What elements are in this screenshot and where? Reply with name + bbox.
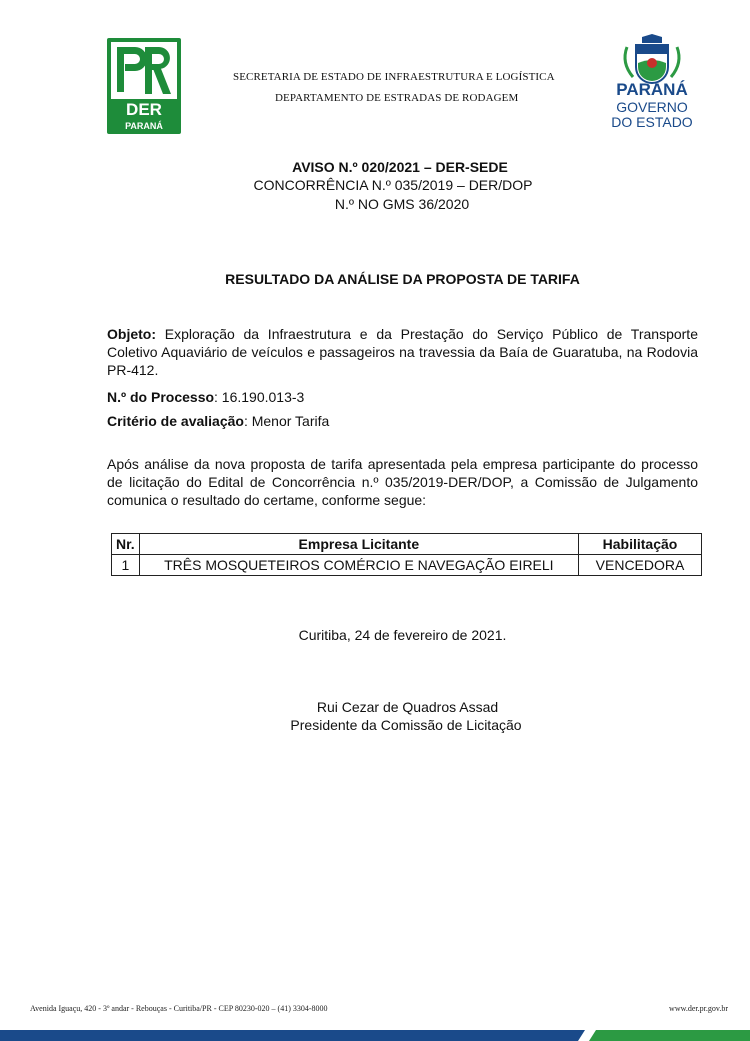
svg-text:PARANÁ: PARANÁ (616, 80, 688, 99)
objeto-paragraph (107, 325, 698, 379)
col-header-empresa: Empresa Licitante (139, 534, 578, 555)
objeto-text: Exploração da Infraestrutura e da Prestação do Serviço Público de Transporte Coletivo Aquaviário de veículos e passageiros na travessia da Baía de Guaratuba, na Rodovia PR-412. (107, 326, 698, 378)
gms-subtitle: N.º NO GMS 36/2020 (334, 196, 470, 212)
processo-value: : 16.190.013-3 (214, 389, 305, 405)
concorrencia-subtitle: CONCORRÊNCIA N.º 035/2019 – DER/DOP (253, 177, 533, 193)
processo-label: N.º do Processo (107, 389, 215, 405)
footer-address: Avenida Iguaçu, 420 - 3º andar - Rebouças - Curitiba/PR - CEP 80230-020 – (41) 3304-8000 (30, 1004, 328, 1013)
criterio-line (107, 412, 698, 430)
objeto-label: Objeto: (107, 326, 156, 342)
cell-empresa: TRÊS MOSQUETEIROS COMÉRCIO E NAVEGAÇÃO EIRELI (139, 555, 578, 576)
header-secretaria: SECRETARIA DE ESTADO DE INFRAESTRUTURA E LOGÍSTICA (233, 71, 555, 83)
cell-nr: 1 (112, 555, 140, 576)
signer-role: Presidente da Comissão de Licitação (290, 717, 522, 733)
svg-text:GOVERNO: GOVERNO (616, 99, 688, 115)
svg-text:DER: DER (126, 100, 162, 119)
resultado-heading: RESULTADO DA ANÁLISE DA PROPOSTA DE TARIFA (225, 271, 580, 287)
aviso-title: AVISO N.º 020/2021 – DER-SEDE (292, 159, 508, 175)
col-header-habilitacao: Habilitação (579, 534, 702, 555)
table-header-row (112, 534, 702, 555)
footer-website[interactable]: www.der.pr.gov.br (669, 1004, 728, 1013)
svg-text:PARANÁ: PARANÁ (125, 121, 163, 131)
cell-habilitacao: VENCEDORA (579, 555, 702, 576)
signer-name: Rui Cezar de Quadros Assad (316, 699, 499, 715)
result-table (111, 533, 702, 576)
svg-text:DO ESTADO: DO ESTADO (611, 114, 693, 130)
col-header-nr: Nr. (112, 534, 140, 555)
table-row (112, 555, 702, 576)
apos-paragraph: Após análise da nova proposta de tarifa apresentada pela empresa participante do processo de licitação do Edital de Concorrência n.º 035/2019-DER/DOP, a Comissão de Julgamento comunica o resultado do certame, conforme segue: (107, 456, 698, 508)
local-date: Curitiba, 24 de fevereiro de 2021. (298, 627, 507, 643)
processo-line (107, 388, 698, 406)
parana-governo-logo (605, 33, 700, 135)
footer-color-bar (0, 1024, 750, 1041)
criterio-value: : Menor Tarifa (243, 413, 330, 429)
header-departamento: DEPARTAMENTO DE ESTRADAS DE RODAGEM (275, 92, 519, 104)
criterio-label: Critério de avaliação (107, 413, 244, 429)
der-parana-logo (107, 38, 181, 134)
